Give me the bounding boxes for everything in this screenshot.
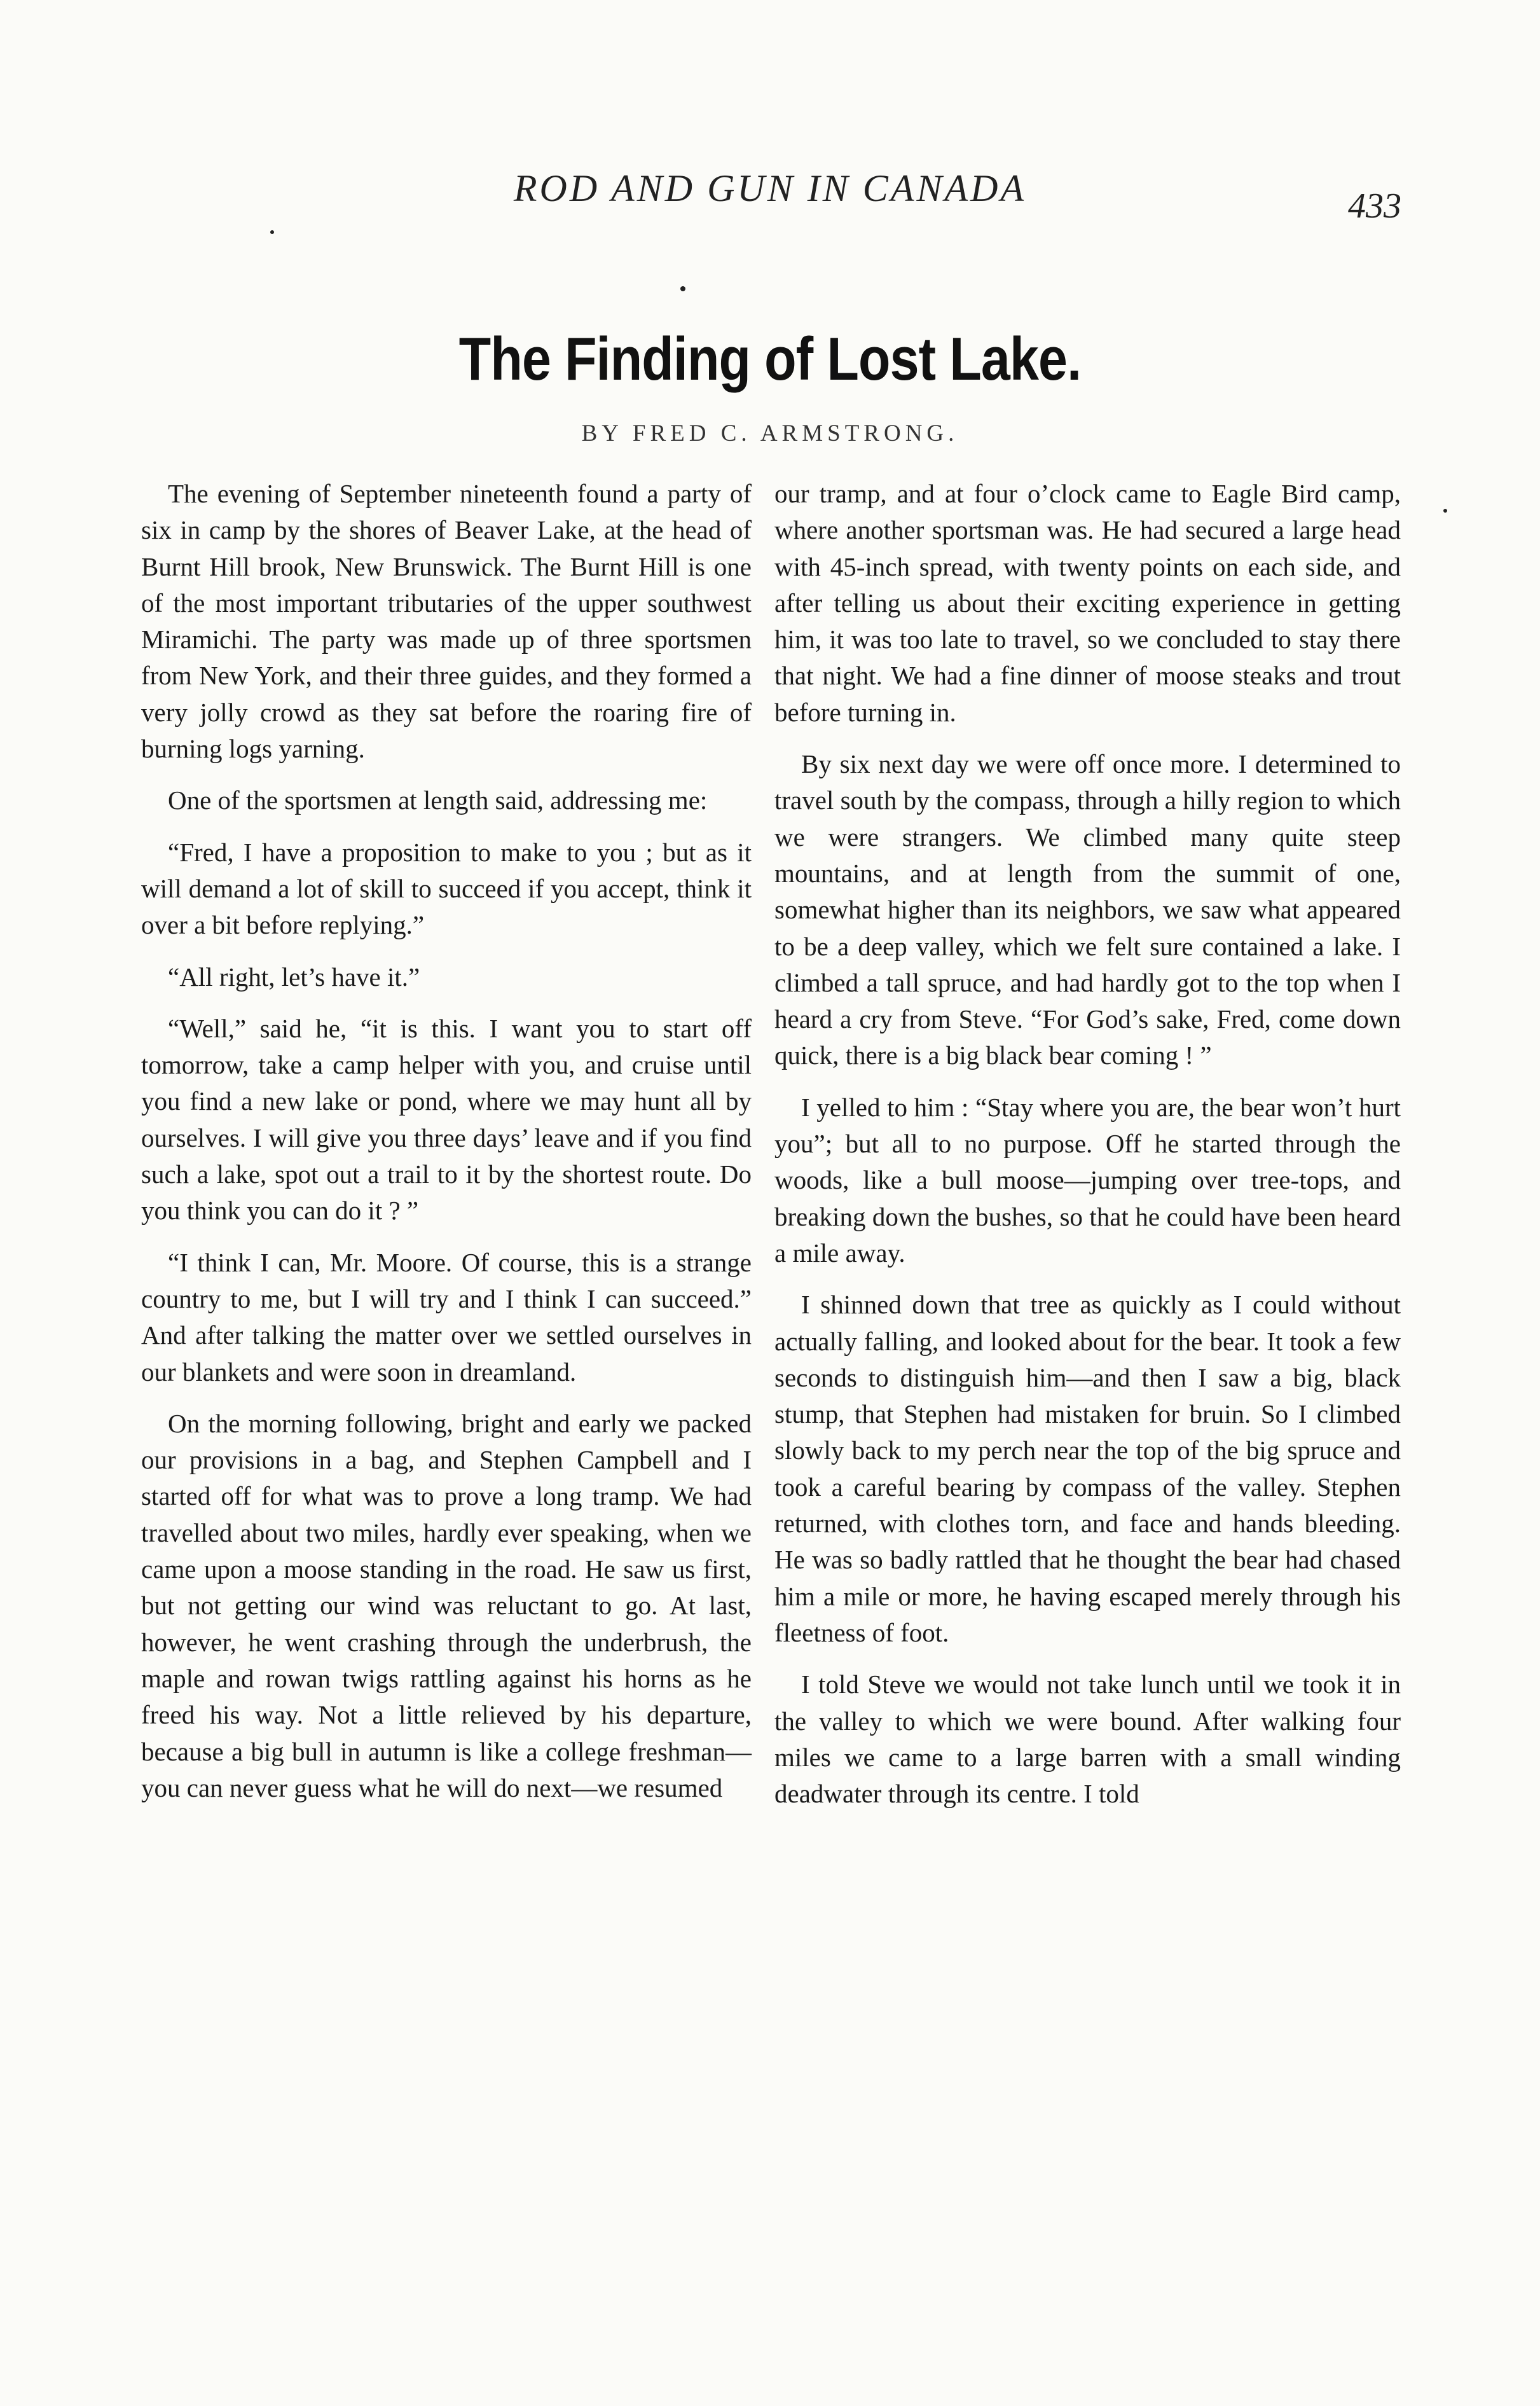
paragraph: The evening of September nineteenth found a party of six in camp by the shores of Beaver Lake, at the head of Burnt Hill brook, New Brunswick. The Burnt Hill is one of the most important tributaries of the upper southwest Miramichi. The party was made up of three sportsmen from New York, and their three guides, and they formed a very jolly crowd as they sat before the roaring fire of burning logs yarning. (141, 479, 752, 764)
print-speck (270, 230, 274, 234)
right-column (774, 476, 1401, 1827)
running-head: ROD AND GUN IN CANADA (513, 167, 1027, 209)
paragraph: “All right, let’s have it.” (168, 962, 420, 992)
page-number: 433 (1348, 186, 1401, 226)
paragraph: “I think I can, Mr. Moore. Of course, this is a strange country to me, but I will try and I think I can succeed.” And after talking the matter over we settled ourselves in our blankets and were soon in dreamland. (141, 1247, 752, 1386)
paragraph-continued: our tramp, and at four o’clock came to Eagle Bird camp, where another sportsman was. He had secured a large head with 45-inch spread, with twenty points on each side, and after telling us about their exciting experience in getting him, it was too late to travel, so we concluded to stay there that night. We had a fine dinner of moose steaks and trout before turning in. (774, 479, 1401, 727)
print-speck (1443, 509, 1447, 513)
paragraph: “Fred, I have a proposition to make to you ; but as it will demand a lot of skill to succeed if you accept, think it over a bit before replying.” (141, 837, 752, 940)
paragraph: One of the sportsmen at length said, addressing me: (168, 785, 708, 815)
paragraph: I shinned down that tree as quickly as I could without actually falling, and looked about for the bear. It took a few seconds to distinguish him—and then I saw a big, black stump, that Stephen had mistaken for bruin. So I climbed slowly back to my perch near the top of the big spruce and took a careful bearing by compass of the valley. Stephen returned, with clothes torn, and face and hands bleeding. He was so badly rattled that he thought the bear had chased him a mile or more, he having escaped merely through his fleetness of foot. (774, 1290, 1401, 1647)
article-title: The Finding of Lost Lake. (458, 325, 1082, 393)
left-column (141, 476, 752, 1822)
paragraph: I told Steve we would not take lunch until we took it in the valley to which we were bound. After walking four miles we came to a large barren with a small winding deadwater through its centre. I told (774, 1670, 1401, 1809)
paragraph: I yelled to him : “Stay where you are, the bear won’t hurt you”; but all to no purpose. Off he started through the woods, like a bull moose—jumping over tree-tops, and breaking down the bushes, so that he could have been heard a mile away. (774, 1092, 1401, 1268)
paragraph: On the morning following, bright and early we packed our provisions in a bag, and Stephen Campbell and I started off for what was to prove a long tramp. We had travelled about two miles, hardly ever speaking, when we came upon a moose standing in the road. He saw us first, but not getting our wind was reluctant to go. At last, however, he went crashing through the underbrush, the maple and rowan twigs rattling against his horns as he freed his way. Not a little relieved by his departure, because a big bull in autumn is like a college freshman—you can never guess what he will do next—we resumed (141, 1408, 752, 1802)
paragraph: By six next day we were off once more. I determined to travel south by the compass, through a hilly region to which we were strangers. We climbed many quite steep mountains, and at length from the summit of one, somewhat higher than its neighbors, we saw what appeared to be a deep valley, which we felt sure contained a lake. I climbed a tall spruce, and had hardly got to the top when I heard a cry from Steve. “For God’s sake, Fred, come down quick, there is a big black bear coming ! ” (774, 749, 1401, 1070)
print-speck (680, 286, 685, 291)
paragraph: “Well,” said he, “it is this. I want you to start off tomorrow, take a camp helper with you, and cruise until you find a new lake or pond, where we may hunt all by ourselves. I will give you three days’ leave and if you find such a lake, spot out a trail to it by the shortest route. Do you think you can do it ? ” (141, 1013, 752, 1226)
article-byline: BY FRED C. ARMSTRONG. (581, 420, 959, 446)
